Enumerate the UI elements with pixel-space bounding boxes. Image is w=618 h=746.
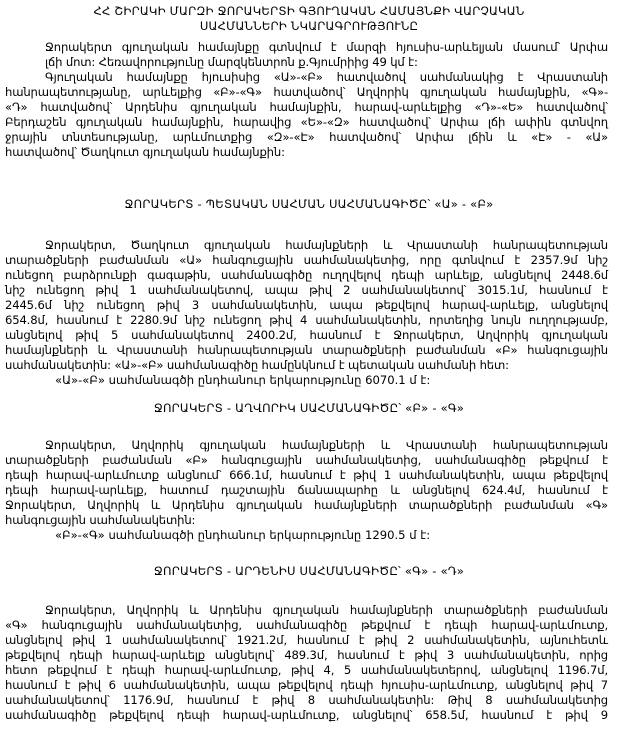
section-heading-a-b: ՋՈՐԱԿԵՐՏ - ՊԵՏԱԿԱՆ ՍԱՀՄԱՆ ՍԱՀՄԱՆԱԳԻԾԸ՝ «Ա» - «Բ»: [124, 197, 494, 211]
document-title-line-2: ՍԱՀՄԱՆՆԵՐԻ ՆԿԱՐԱԳՐՈՒԹՅՈՒՆԸ: [199, 19, 419, 33]
section-line: անցնելով թիվ 5 սահմանակետով 2400.2մ, հասնում է Ջորակերտ, Աղվորիկ գյուղական: [5, 328, 608, 342]
section-line: հետո թեքվում է դեպի հարավ-արևմուտք, թիվ 4, 5 սահմանակետերով, անցնելով 1196.7մ,: [5, 663, 608, 677]
intro-line: հատվածով՝ Ծաղկուտ գյուղական համայնքին:: [5, 145, 285, 159]
section-line: անցնելով թիվ 1 սահմանակետով՝ 1921.2մ, հասնում է թիվ 2 սահմանակետին, այնուհետև: [5, 633, 608, 647]
section-line: դեպի հարավ-արևելք, հատում դաշտային ճանապարհը և անցնելով 624.4մ, հասնում է: [5, 483, 608, 497]
intro-line: Ջորակերտ գյուղական համայնքը գտնվում է մարզի հյուսիս-արևելյան մասում՝ Արփա: [45, 40, 608, 54]
section-line: տարածքների բաժանման «Բ» հանգուցային սահմանակետից, սահմանագիծը թեքվում է: [5, 453, 608, 467]
section-line: թեքվելով դեպի հարավ-արևելք անցնելով՝ 489.3մ, հասնում է թիվ 3 սահմանակետին, որից: [5, 648, 608, 662]
section-heading-b-g: ՋՈՐԱԿԵՐՏ - ԱՂՎՈՐԻԿ ՍԱՀՄԱՆԱԳԻԾԸ՝ «Բ» - «Գ»: [153, 401, 465, 415]
intro-line: «Դ» հատվածով՝ Արդենիս գյուղական համայնքին, հարավ-արևելքից «Դ»-«Ե» հատվածով՝: [5, 100, 608, 114]
section-line: Ջորակերտ, Աղվորիկ գյուղական համայնքների և Վրաստանի հանրապետության: [45, 438, 608, 452]
section-line: ունեցող բարձրունքի գագաթին, սահմանագիծը ուղղվելով դեպի արևելք, անցնելով 2448.6մ: [5, 268, 608, 282]
section-line: հասնում է թիվ 6 սահմանակետին, ապա թեքվելով դեպի հյուսիս-արևմուտք, անցնելով թիվ 7: [5, 678, 608, 692]
section-line: Ջորակերտ, Ծաղկուտ գյուղական համայնքների և Վրաստանի հանրապետության: [45, 238, 608, 252]
intro-line: Բերդաշեն գյուղական համայնքին, հարավից «Ե»-«Զ» հատվածով՝ Արփա լճի ափին գտնվող: [5, 115, 608, 129]
section-heading-g-d: ՋՈՐԱԿԵՐՏ - ԱՐԴԵՆԻՍ ՍԱՀՄԱՆԱԳԻԾԸ՝ «Գ» - «Դ»: [153, 564, 465, 578]
section-line: սահմանագիծը թեքվելով դեպի հարավ-արևմուտք, անցնելով՝ 658.5մ, հասնում է թիվ 9: [5, 708, 608, 722]
section-line: Ջորակերտ, Աղվորիկ և Արդենիս գյուղական համայնքների տարածքների բաժանման «Գ»: [5, 498, 608, 512]
section-summary-b-g: «Բ»-«Գ» սահմանագծի ընդհանուր երկարությունը 1290.5 մ է:: [55, 528, 431, 542]
intro-line: հանրապետությանը, արևելքից «Բ»-«Գ» հատվածով՝ Աղվորիկ գյուղական համայնքին, «Գ»-: [5, 85, 608, 99]
section-line: 2445.6մ նիշ ունեցող թիվ 3 սահմանակետին, ապա թեքվելով հարավ-արևելք, անցնելով: [5, 298, 608, 312]
section-line: հանգուցային սահմանակետին:: [5, 513, 196, 527]
document-title-line-1: ՀՀ ՇԻՐԱԿԻ ՄԱՐԶԻ ՋՈՐԱԿԵՐՏԻ ԳՅՈՒՂԱԿԱՆ ՀԱՄԱՅՆՔԻ ՎԱՐՉԱԿԱՆ: [93, 4, 525, 18]
section-line: տարածքների բաժանման «Ա» հանգուցային սահմանակետից, որը գտնվում է 2357.9մ նիշ: [5, 253, 608, 267]
intro-line: ջրային տնտեսությանը, արևմուտքից «Զ»-«Է» հատվածով՝ Արփա լճին և «Է» - «Ա»: [5, 130, 608, 144]
section-line: նիշ ունեցող թիվ 1 սահմանակետով, ապա թիվ 2 սահմանակետով՝ 3015.1մ, հասնում է: [5, 283, 608, 297]
section-line: «Գ» հանգուցային սահմանակետից, սահմանագիծը թեքվում է դեպի հարավ-արևմուտք,: [5, 618, 608, 632]
section-line: 654.8մ, հասնում է 2280.9մ նիշ ունեցող թիվ 4 սահմանակետին, որտեղից նույն ուղղությամբ,: [5, 313, 608, 327]
section-line: Ջորակերտ, Աղվորիկ և Արդենիս գյուղական համայնքների տարածքների բաժանման: [45, 603, 608, 617]
section-line: համայնքների և Վրաստանի հանրապետության տարածքների բաժանման «Բ» հանգուցային: [5, 343, 608, 357]
intro-line: Գյուղական համայնքը հյուսիսից «Ա»-«Բ» հատվածով սահմանակից է Վրաստանի: [45, 70, 608, 84]
intro-line: լճի մոտ: Հեռավորությունը մարզկենտրոն ք.Գյումրիից 49 կմ է:: [45, 55, 418, 69]
section-line: սահմանակետով՝ 1176.9մ, հասնում է թիվ 8 սահմանակետին: Թիվ 8 սահմանակետից: [5, 693, 608, 707]
section-line: դեպի հարավ-արևմուտք անցնում՝ 666.1մ, հասնում է թիվ 1 սահմանակետին, ապա թեքվելով: [5, 468, 608, 482]
section-summary-a-b: «Ա»-«Բ» սահմանագծի ընդհանուր երկարությունը 6070.1 մ է:: [55, 373, 431, 387]
section-line: սահմանակետին: «Ա»-«Բ» սահմանագիծը համընկնում է պետական սահմանի հետ:: [5, 358, 509, 372]
